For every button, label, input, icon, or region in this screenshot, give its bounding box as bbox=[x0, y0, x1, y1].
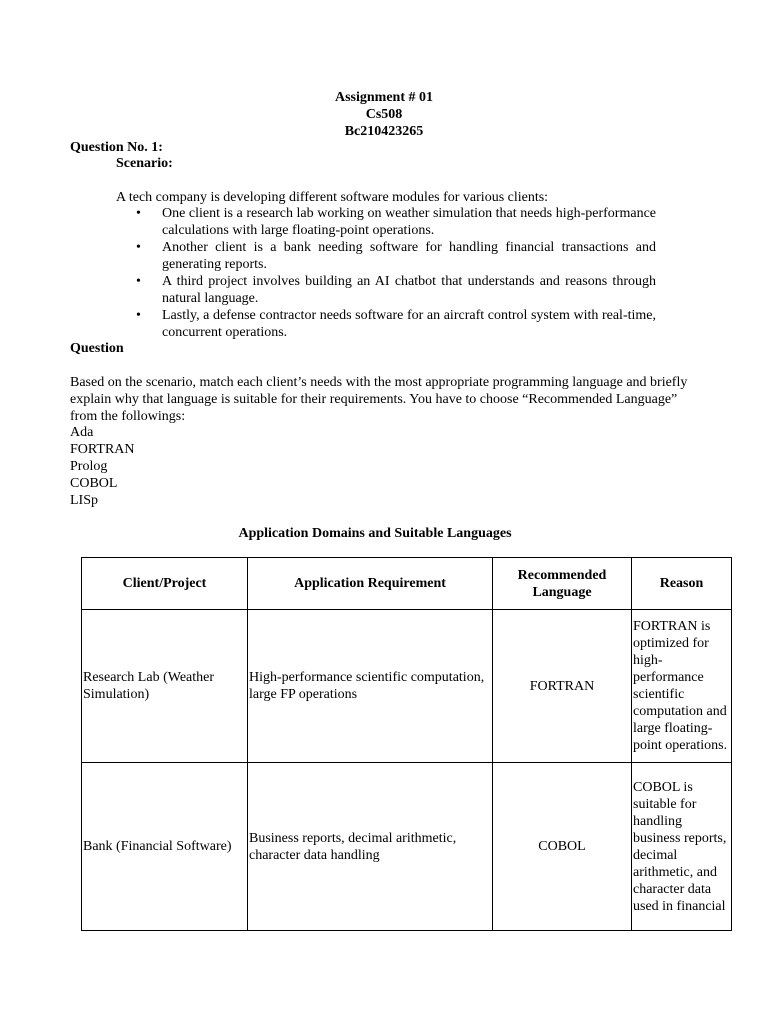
scenario-intro: A tech company is developing different software modules for various clients: bbox=[116, 190, 549, 205]
bullet-icon: • bbox=[136, 308, 141, 323]
cell-reason: COBOL is suitable for handling business reports, decimal arithmetic, and character data used in financial bbox=[632, 763, 732, 931]
cell-client: Research Lab (Weather Simulation) bbox=[82, 610, 248, 763]
bullet-icon: • bbox=[136, 240, 141, 255]
language-options bbox=[70, 424, 135, 509]
list-item: • Another client is a bank needing software for handling financial transactions and generating reports. bbox=[136, 240, 656, 272]
course-code: Cs508 bbox=[365, 107, 403, 122]
cell-client: Bank (Financial Software) bbox=[82, 763, 248, 931]
table-header-row bbox=[82, 558, 732, 610]
table-row bbox=[82, 763, 732, 931]
bullet-icon: • bbox=[136, 274, 141, 289]
question-number-label: Question No. 1: bbox=[70, 140, 163, 155]
cell-requirement: High-performance scientific computation, large FP operations bbox=[248, 610, 493, 763]
table-row bbox=[82, 610, 732, 763]
column-header-requirement: Application Requirement bbox=[248, 558, 493, 610]
student-id: Bc210423265 bbox=[344, 124, 424, 139]
question-label: Question bbox=[70, 341, 124, 356]
list-item: • One client is a research lab working on weather simulation that needs high-performance calculations with large floating-point operations. bbox=[136, 206, 656, 238]
list-item: • Lastly, a defense contractor needs software for an aircraft control system with real-time, concurrent operations. bbox=[136, 308, 656, 340]
question-text: Based on the scenario, match each client’s needs with the most appropriate programming language and briefly explain why that language is suitable for their requirements. You have to choose “Recommended Language” from the followings: bbox=[70, 375, 688, 424]
language-option: LISp bbox=[70, 493, 98, 508]
list-item: • A third project involves building an AI chatbot that understands and reasons through natural language. bbox=[136, 274, 656, 306]
column-header-reason: Reason bbox=[632, 558, 732, 610]
table-title: Application Domains and Suitable Languages bbox=[238, 526, 512, 541]
scenario-bullet-list bbox=[116, 205, 656, 341]
language-option: FORTRAN bbox=[70, 442, 135, 457]
cell-requirement: Business reports, decimal arithmetic, character data handling bbox=[248, 763, 493, 931]
language-option: COBOL bbox=[70, 476, 118, 491]
column-header-client: Client/Project bbox=[82, 558, 248, 610]
cell-language: FORTRAN bbox=[493, 610, 632, 763]
column-header-language: Recommended Language bbox=[493, 558, 632, 610]
bullet-icon: • bbox=[136, 206, 141, 221]
cell-reason: FORTRAN is optimized for high-performance scientific computation and large floating-point operations. bbox=[632, 610, 732, 763]
application-domains-table bbox=[81, 557, 732, 931]
language-option: Ada bbox=[70, 425, 94, 440]
scenario-label: Scenario: bbox=[116, 156, 173, 171]
assignment-title: Assignment # 01 bbox=[334, 90, 433, 105]
language-option: Prolog bbox=[70, 459, 108, 474]
cell-language: COBOL bbox=[493, 763, 632, 931]
